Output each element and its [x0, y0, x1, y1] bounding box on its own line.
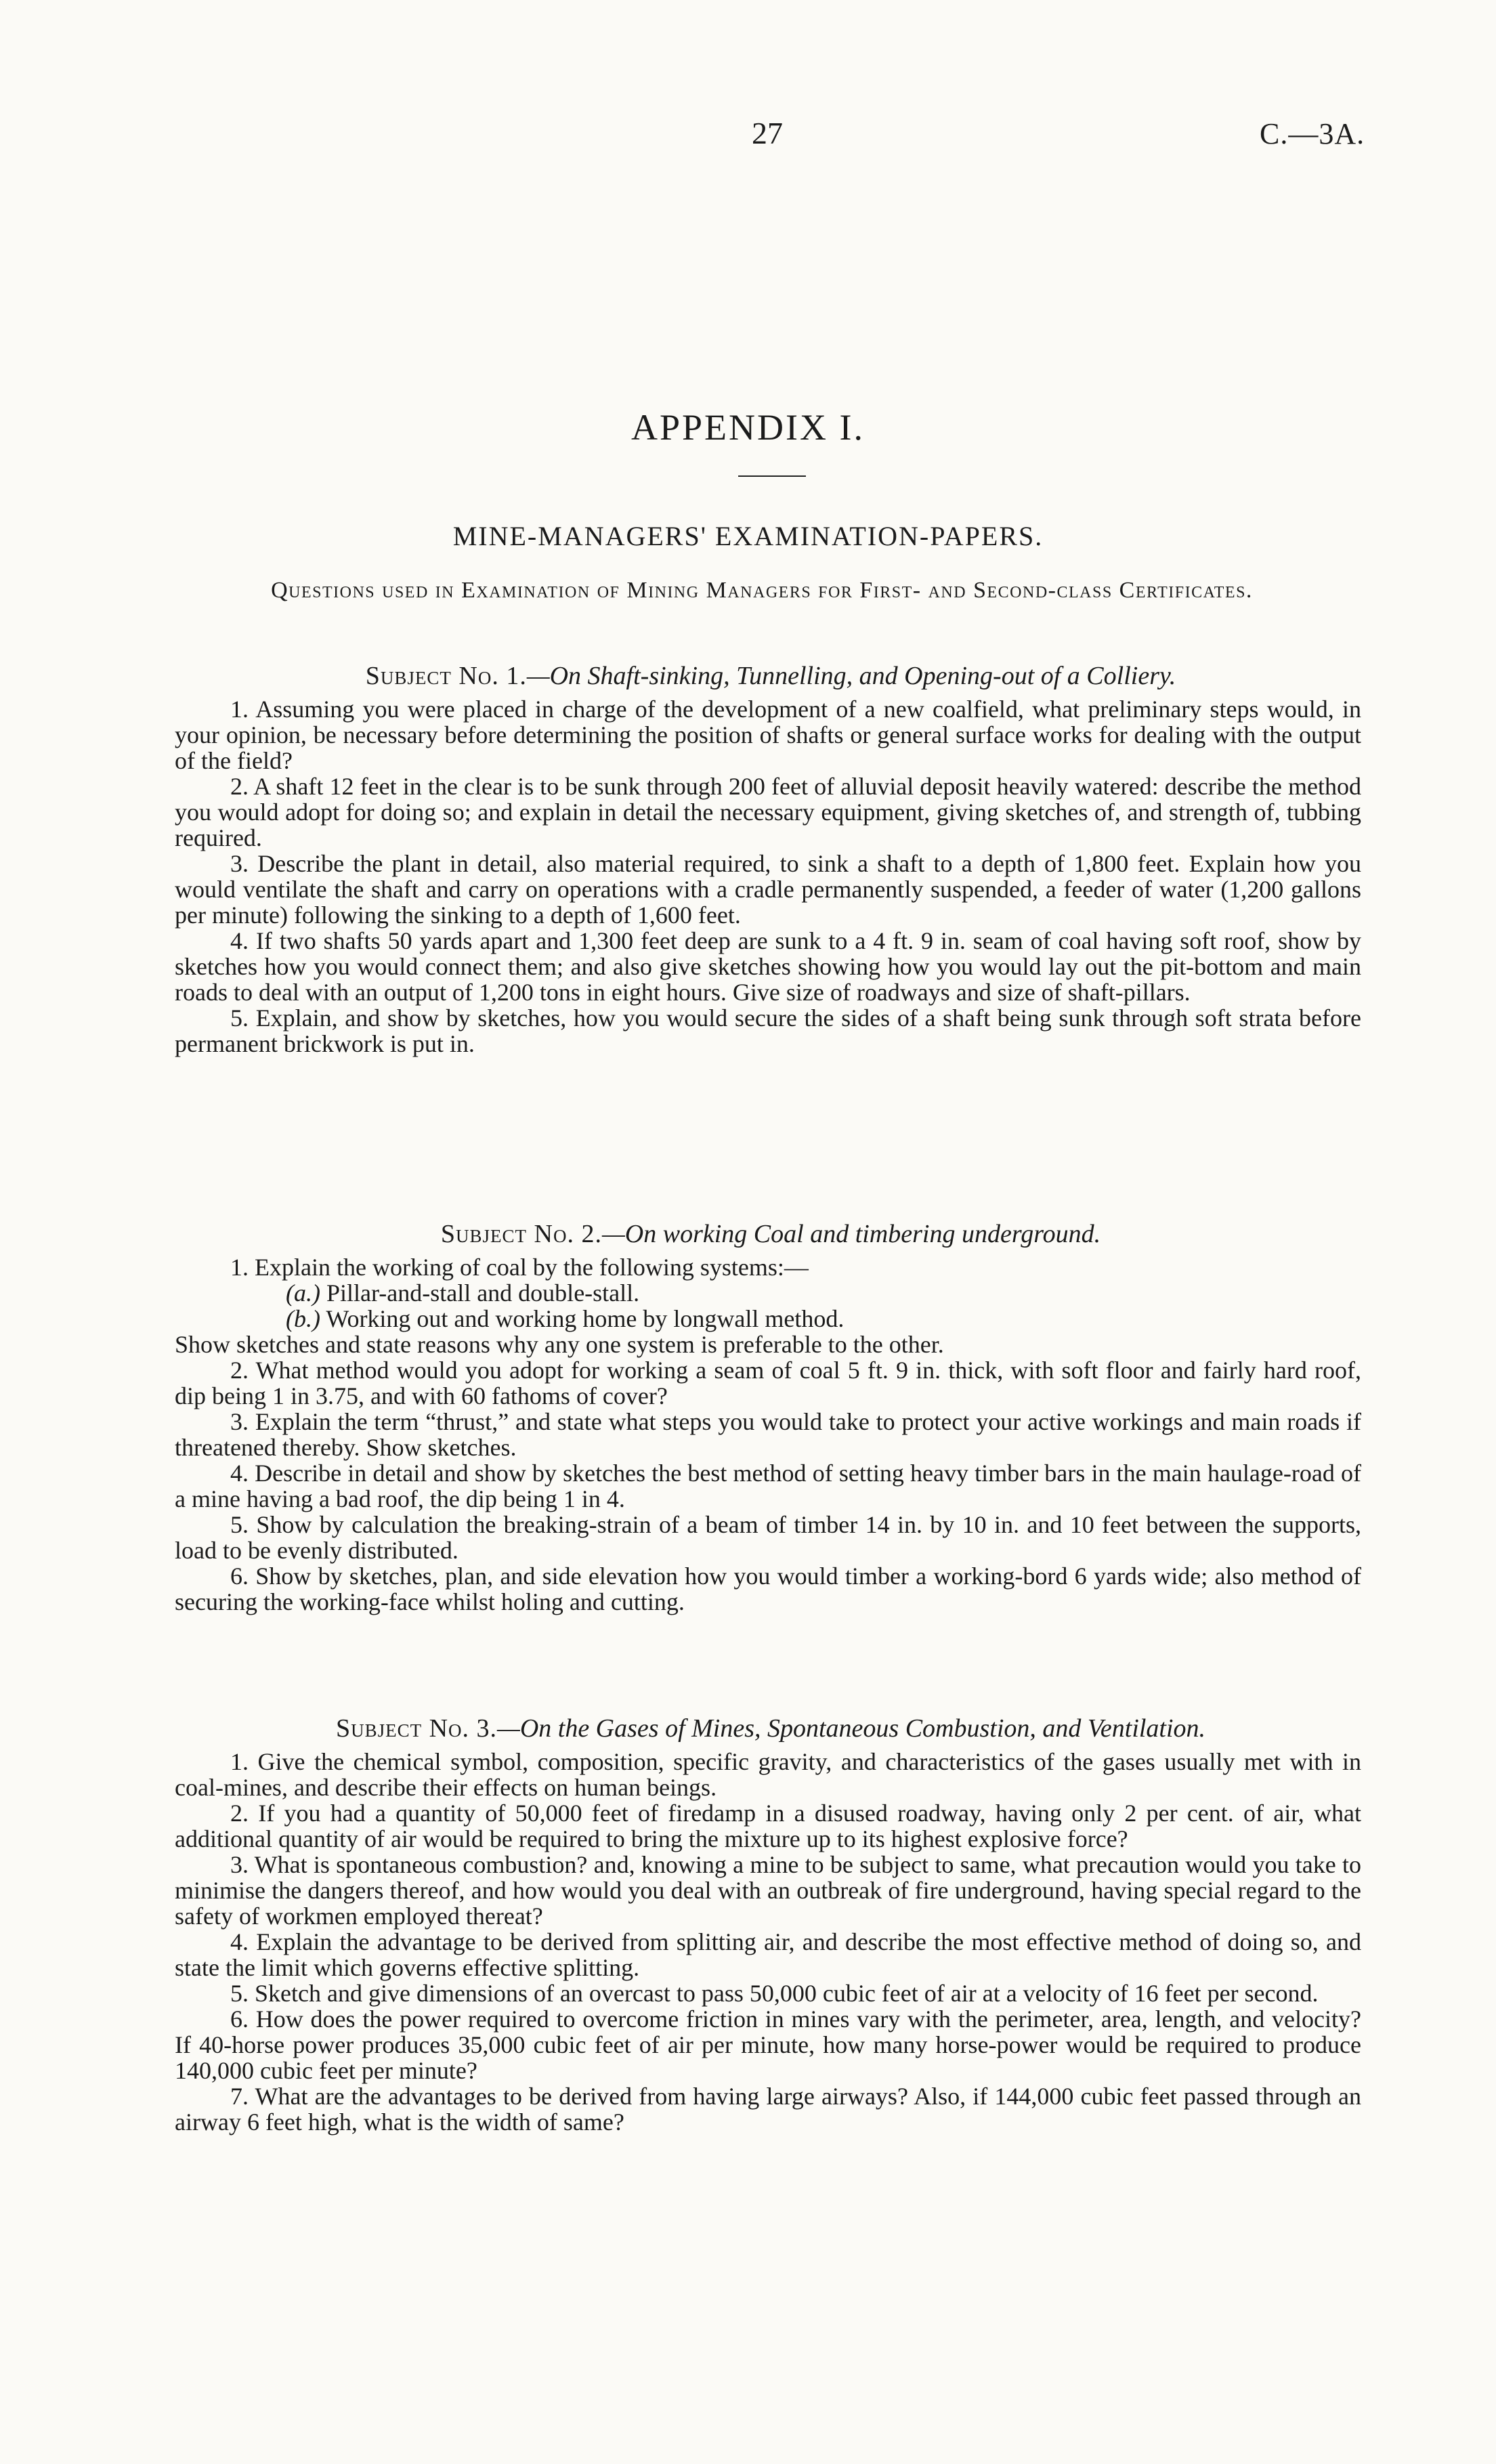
subject2-item-b-text: Working out and working home by longwall method.	[326, 1305, 845, 1332]
subject2-heading	[175, 1219, 1367, 1249]
subject1-question-2: 2. A shaft 12 feet in the clear is to be sunk through 200 feet of alluvial deposit heavily watered: describe the method you would adopt for doing so; and explain in detail the necessary equipment, giving sketches of, and strength of, tubbing required.	[175, 773, 1361, 851]
main-heading: MINE-MANAGERS' EXAMINATION-PAPERS.	[452, 521, 1044, 551]
subject2-question-2: 2. What method would you adopt for working a seam of coal 5 ft. 9 in. thick, with soft floor and fairly hard roof, dip being 1 in 3.75, and with 60 fathoms of cover?	[175, 1357, 1361, 1409]
page-number: 27	[752, 116, 783, 150]
subject1-question-1: 1. Assuming you were placed in charge of the development of a new coalfield, what preliminary steps would, in your opinion, be necessary before determining the position of shafts or general surface works for dealing with the output of the field?	[175, 696, 1361, 774]
subject2-question-6: 6. Show by sketches, plan, and side elevation how you would timber a working-bord 6 yards wide; also method of securing the working-face whilst holing and cutting.	[175, 1563, 1361, 1615]
subject2-question-4: 4. Describe in detail and show by sketches the best method of setting heavy timber bars in the main haulage-road of a mine having a bad roof, the dip being 1 in 4.	[175, 1460, 1361, 1512]
subject1-question-3: 3. Describe the plant in detail, also material required, to sink a shaft to a depth of 1,800 feet. Explain how you would ventilate the shaft and carry on operations with a cradle permanently suspended, a feeder of water (1,200 gallons per minute) following the sinking to a depth of 1,600 feet.	[175, 850, 1361, 929]
subject3-title: —On the Gases of Mines, Spontaneous Combustion, and Ventilation.	[497, 1714, 1206, 1743]
subject2-question-1: 1. Explain the working of coal by the following systems:—	[230, 1254, 809, 1281]
subject3-label: Subject No. 3.	[335, 1714, 498, 1743]
subject2-item-a-text: Pillar-and-stall and double-stall.	[326, 1279, 640, 1307]
subject2-question-5: 5. Show by calculation the breaking-strain of a beam of timber 14 in. by 10 in. and 10 feet between the supports, load to be evenly distributed.	[175, 1511, 1361, 1564]
subject3-question-1: 1. Give the chemical symbol, composition, specific gravity, and characteristics of the gases usually met with in coal-mines, and describe their effects on human beings.	[175, 1748, 1361, 1801]
subject2-label: Subject No. 2.	[440, 1220, 602, 1248]
subject1-heading	[175, 661, 1367, 691]
title-rule	[738, 475, 806, 477]
subject3-question-2: 2. If you had a quantity of 50,000 feet of firedamp in a disused roadway, having only 2 per cent. of air, what additional quantity of air would be required to bring the mixture up to its highest explosive force?	[175, 1800, 1361, 1852]
subject3-questions	[175, 1749, 1361, 2135]
subject1-label: Subject No. 1.	[365, 662, 527, 690]
subject2-question-3: 3. Explain the term “thrust,” and state what steps you would take to protect your active workings and main roads if threatened thereby. Show sketches.	[175, 1408, 1361, 1461]
subject3-question-6: 6. How does the power required to overcome friction in mines vary with the perimeter, area, length, and velocity? If 40-horse power produces 35,000 cubic feet of air per minute, how many horse-power would be required to produce 140,000 cubic feet per minute?	[175, 2005, 1361, 2084]
subject2-questions	[175, 1254, 1361, 1615]
subject3-question-4: 4. Explain the advantage to be derived from splitting air, and describe the most effective method of doing so, and state the limit which governs effective splitting.	[175, 1928, 1361, 1981]
subject1-question-5: 5. Explain, and show by sketches, how you would secure the sides of a shaft being sunk through soft strata before permanent brickwork is put in.	[175, 1004, 1361, 1057]
page-code: C.—3A.	[1260, 117, 1365, 150]
appendix-title: APPENDIX I.	[631, 407, 865, 448]
subject3-question-3: 3. What is spontaneous combustion? and, knowing a mine to be subject to same, what precaution would you take to minimise the dangers thereof, and how would you deal with an outbreak of fire underground, having special regard to the safety of workmen employed thereat?	[175, 1851, 1361, 1930]
subject2-item-b	[175, 1306, 1361, 1332]
subject2-item-a-label: (a.)	[286, 1279, 320, 1307]
subject2-question-1-tail: Show sketches and state reasons why any one system is preferable to the other.	[175, 1331, 944, 1358]
subject1-question-4: 4. If two shafts 50 yards apart and 1,300 feet deep are sunk to a 4 ft. 9 in. seam of coal having soft roof, show by sketches how you would connect them; and also give sketches showing how you would lay out the pit-bottom and main roads to deal with an output of 1,200 tons in eight hours. Give size of roadways and size of shaft-pillars.	[175, 927, 1361, 1006]
subject2-title: —On working Coal and timbering underground.	[602, 1220, 1101, 1248]
subject2-item-a	[175, 1280, 1361, 1306]
subject2-item-b-label: (b.)	[286, 1305, 320, 1332]
subject3-question-7: 7. What are the advantages to be derived from having large airways? Also, if 144,000 cubic feet passed through an airway 6 feet high, what is the width of same?	[175, 2083, 1361, 2136]
subject1-questions	[175, 696, 1361, 1057]
subject3-heading	[175, 1714, 1367, 1743]
subject3-question-5: 5. Sketch and give dimensions of an overcast to pass 50,000 cubic feet of air at a velocity of 16 feet per second.	[230, 1980, 1319, 2007]
subject1-title: —On Shaft-sinking, Tunnelling, and Opening-out of a Colliery.	[526, 662, 1176, 690]
sub-heading: Questions used in Examination of Mining Managers for First- and Second-class Certificates.	[271, 578, 1253, 603]
